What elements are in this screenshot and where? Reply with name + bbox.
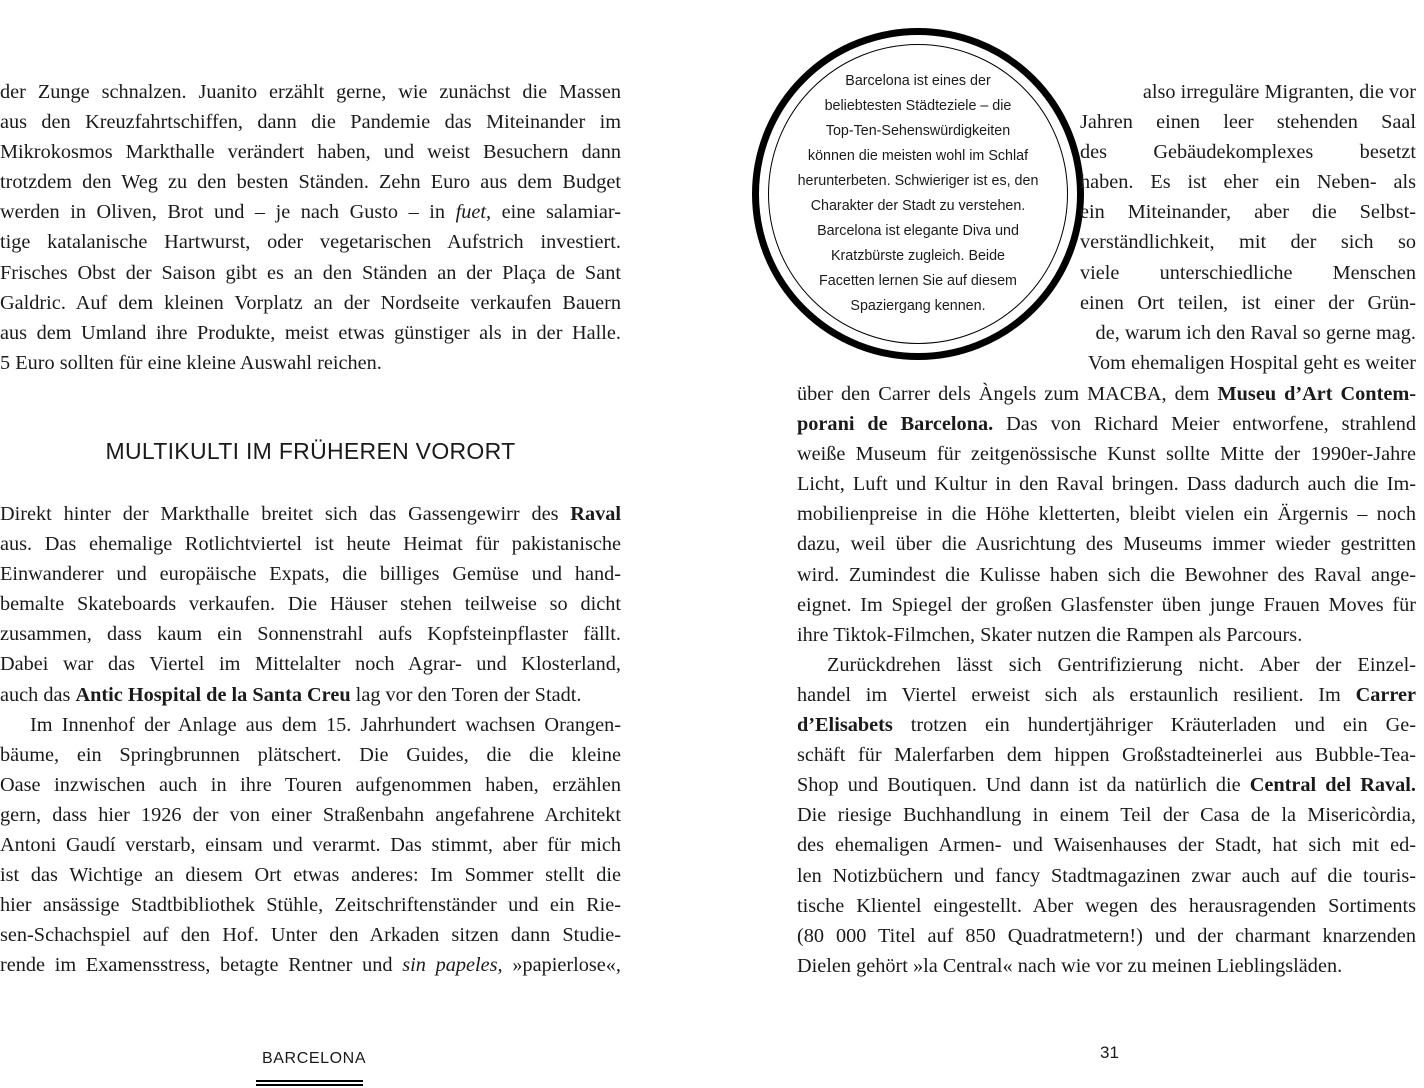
callout-line: Spaziergang kennen. (850, 298, 986, 314)
text-line: ihre Tiktok-Filmchen, Skater nutzen die Rampen als Parcours. (797, 623, 1303, 646)
text-line: Jahren einen leer stehenden Saal (1080, 111, 1416, 134)
text-line: Direkt hinter der Markthalle breitet sich das Gassengewirr des Raval (0, 503, 621, 525)
text-line: Einwanderer und europäische Expats, die billiges Gemüse und hand- (0, 563, 621, 586)
text-line: rende im Examensstress, betagte Rentner und sin papeles, »papierlose«, (0, 954, 621, 977)
text-line: 5 Euro sollten für eine kleine Auswahl reichen. (0, 351, 382, 374)
text-line: Zurückdrehen lässt sich Gentrifizierung nicht. Aber der Einzel- (827, 653, 1416, 676)
text-line: d’Elisabets trotzen ein hundertjähriger Kräuterladen und ein Ge- (797, 714, 1416, 737)
text-line: Dielen gehört »la Central« nach wie vor zu meinen Lieblingsläden. (797, 954, 1343, 977)
text-line: Frisches Obst der Saison gibt es an den Ständen an der Plaça de Sant (0, 261, 621, 284)
left-paragraph-3 (0, 710, 621, 981)
left-paragraphs-2-3 (0, 499, 621, 981)
text-line: viele unterschiedliche Menschen (1080, 261, 1416, 284)
text-line: der Zunge schnalzen. Juanito erzählt gerne, wie zunächst die Massen (0, 81, 621, 103)
text-line: werden in Oliven, Brot und – je nach Gusto – in fuet, eine salamiar- (0, 201, 621, 224)
text-line: verständlichkeit, mit der sich so (1080, 231, 1416, 254)
text-line: dazu, weil über die Ausrichtung des Museums immer wieder gestritten (797, 533, 1416, 556)
text-line: Mikrokosmos Markthalle verändert haben, und weist Besuchern dann (0, 141, 621, 164)
page-number: 31 (1100, 1043, 1119, 1062)
text-line: Vom ehemaligen Hospital geht es weiter (1088, 351, 1416, 374)
text-line: Im Innenhof der Anlage aus dem 15. Jahrhundert wachsen Orangen- (30, 713, 621, 736)
right-paragraph-2 (797, 650, 1416, 981)
text-line: zusammen, dass kaum ein Sonnenstrahl aufs Kopfsteinpflaster fällt. (0, 623, 621, 646)
text-line: über den Carrer dels Àngels zum MACBA, dem Museu d’Art Contem- (797, 383, 1416, 405)
text-line: porani de Barcelona. Das von Richard Meier entworfene, strahlend (797, 413, 1416, 436)
text-line: Antoni Gaudí verstarb, einsam und verarmt. Das stimmt, aber für mich (0, 834, 621, 857)
text-line: mobilienpreise in die Höhe kletterten, bleibt vielen ein Ärgernis – noch (797, 503, 1416, 526)
text-line: haben. Es ist eher ein Neben- als (1080, 171, 1416, 194)
text-line: bäume, ein Springbrunnen plätschert. Die Guides, die die kleine (0, 743, 621, 766)
text-line: gern, dass hier 1926 der von einer Straßenbahn angefahrene Architekt (0, 803, 621, 826)
callout-line: Facetten lernen Sie auf diesem (819, 273, 1017, 289)
text-line: Galdric. Auf dem kleinen Vorplatz an der Nordseite verkaufen Bauern (0, 291, 621, 314)
text-line: tige katalanische Hartwurst, oder vegetarischen Aufstrich investiert. (0, 231, 621, 254)
callout-line: Barcelona ist eines der (845, 73, 991, 89)
text-line: (80 000 Titel auf 850 Quadratmetern!) und der charmant knarzenden (797, 924, 1416, 947)
section-heading: MULTIKULTI IM FRÜHEREN VORORT (105, 438, 516, 464)
right-main-text (797, 379, 1416, 981)
text-line: auch das Antic Hospital de la Santa Creu lag vor den Toren der Stadt. (0, 683, 582, 706)
text-line: also irreguläre Migranten, die vor (1142, 81, 1416, 103)
callout-line: herunterbeten. Schwieriger ist es, den (797, 173, 1039, 189)
text-line: len Notizbüchern und fancy Stadtmagazinen zwar auch auf die touris- (797, 864, 1416, 887)
text-line: ein Miteinander, aber die Selbst- (1080, 201, 1416, 224)
text-line: aus den Kreuzfahrtschiffen, dann die Pandemie das Miteinander im (0, 111, 621, 134)
text-line: de, warum ich den Raval so gerne mag. (1095, 321, 1416, 344)
right-page (780, 0, 1424, 1087)
running-footer-label: BARCELONA (262, 1050, 367, 1067)
text-line: ist das Wichtige an diesem Ort etwas anderes: Im Sommer stellt die (0, 864, 621, 887)
text-line: Oase inzwischen auch in ihre Touren aufgenommen haben, erzählen (0, 773, 621, 796)
callout-line: Kratzbürste zugleich. Beide (830, 248, 1006, 264)
text-line: Licht, Luft und Kultur in den Raval bringen. Dass dadurch auch die Im- (797, 473, 1416, 496)
text-line: handel im Viertel erweist sich als erstaunlich resilient. Im Carrer (797, 683, 1416, 706)
text-line: bemalte Skateboards verkaufen. Die Häuser stehen teilweise so dicht (0, 593, 621, 616)
text-line: des ehemaligen Armen- und Waisenhauses der Stadt, hat sich mit ed- (797, 834, 1416, 857)
text-line: Die riesige Buchhandlung in einem Teil der Casa de la Misericòrdia, (797, 804, 1416, 827)
left-page (0, 0, 640, 1087)
text-line: wird. Zumindest die Kulisse haben sich die Bewohner des Raval ange- (797, 563, 1416, 586)
text-line: einen Ort teilen, ist einer der Grün- (1080, 291, 1416, 314)
text-line: trotzdem den Weg zu den besten Ständen. Zehn Euro aus dem Budget (0, 171, 621, 194)
text-line: Shop und Boutiquen. Und dann ist da natürlich die Central del Raval. (797, 774, 1416, 797)
right-paragraph-1 (797, 379, 1416, 650)
text-line: schäft für Malerfarben dem hippen Großstadteinerlei aus Bubble-Tea- (797, 744, 1416, 767)
text-line: Dabei war das Viertel im Mittelalter noch Agrar- und Klosterland, (0, 653, 621, 676)
text-line: tische Klientel eingestellt. Aber wegen des herausragenden Sortiments (797, 894, 1416, 917)
callout-line: können die meisten wohl im Schlaf (807, 148, 1029, 164)
callout-line: beliebtesten Städteziele – die (824, 98, 1012, 114)
left-paragraph-1 (0, 77, 621, 378)
text-line: sen-Schachspiel auf den Hof. Unter den Arkaden sitzen dann Studie- (0, 924, 621, 947)
text-line: des Gebäudekomplexes besetzt (1080, 141, 1416, 164)
text-line: weiße Museum für zeitgenössische Kunst sollte Mitte der 1990er-Jahre (797, 443, 1416, 466)
callout-line: Charakter der Stadt zu verstehen. (810, 198, 1026, 214)
left-paragraph-2 (0, 499, 621, 710)
text-line: aus. Das ehemalige Rotlichtviertel ist heute Heimat für pakistanische (0, 533, 621, 556)
text-line: aus dem Umland ihre Produkte, meist etwas günstiger als in der Halle. (0, 321, 621, 344)
callout-line: Barcelona ist elegante Diva und (817, 223, 1019, 239)
right-wrap-text (1080, 77, 1416, 378)
text-line: hier ansässige Stadtbibliothek Stühle, Zeitschriftenständer und ein Rie- (0, 894, 621, 917)
text-line: eignet. Im Spiegel der großen Glasfenster üben junge Frauen Moves für (797, 593, 1416, 616)
callout-line: Top-Ten-Sehenswürdigkeiten (825, 123, 1011, 139)
